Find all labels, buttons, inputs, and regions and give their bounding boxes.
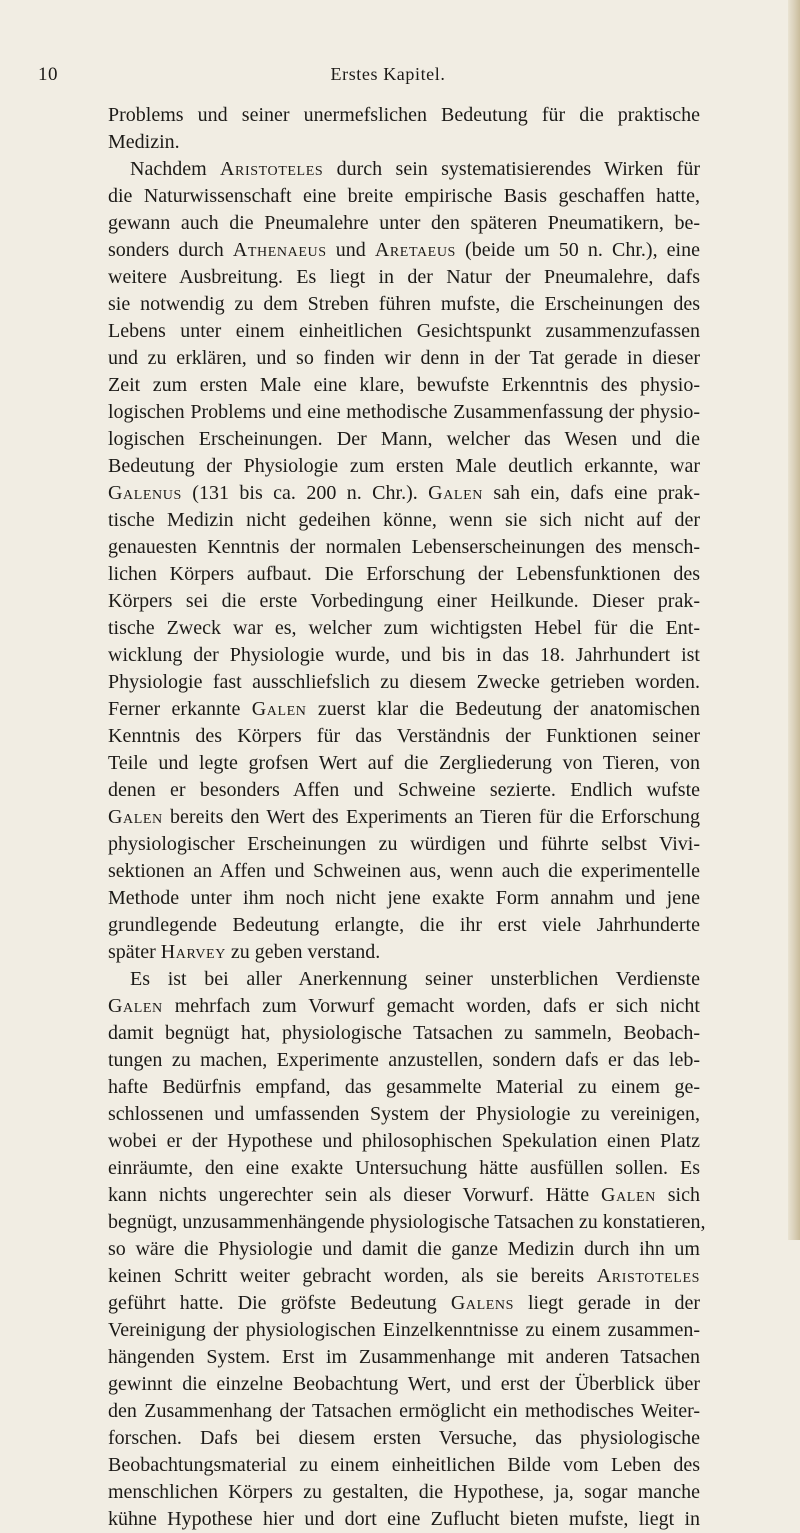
text-line (108, 453, 700, 480)
text-run: und (326, 239, 375, 261)
text-run: gewinnt die einzelne Beobachtung Wert, und erst der Überblick über (108, 1373, 700, 1395)
text-line (108, 1479, 700, 1506)
text-run: gewann auch die Pneumalehre unter den späteren Pneumatikern, be- (108, 212, 700, 234)
text-run: wobei er der Hypothese und philosophischen Spekulation einen Platz (108, 1130, 700, 1152)
text-run: geführt hatte. Die gröfste Bedeutung (108, 1292, 451, 1314)
text-run: wicklung der Physiologie wurde, und bis in das 18. Jahrhundert ist (108, 644, 700, 666)
text-line (108, 1344, 700, 1371)
text-line (108, 102, 700, 129)
text-line (108, 1290, 700, 1317)
text-run: tische Medizin nicht gedeihen könne, wenn sie sich nicht auf der (108, 509, 700, 531)
text-line (108, 723, 700, 750)
text-line (108, 318, 700, 345)
text-line (108, 345, 700, 372)
text-run: Zeit zum ersten Male eine klare, bewufste Erkenntnis des physio- (108, 374, 700, 396)
text-line (108, 804, 700, 831)
text-line (108, 642, 700, 669)
text-line (108, 993, 700, 1020)
text-line (108, 777, 700, 804)
text-line (108, 1371, 700, 1398)
text-line (108, 561, 700, 588)
text-run: Vereinigung der physiologischen Einzelkenntnisse zu einem zusammen- (108, 1319, 700, 1341)
text-run: zuerst klar die Bedeutung der anatomischen (306, 698, 700, 720)
text-run: menschlichen Körpers zu gestalten, die Hypothese, ja, sogar manche (108, 1481, 700, 1503)
text-run: durch sein systematisierendes Wirken für (323, 158, 700, 180)
text-run: Ferner erkannte (108, 698, 252, 720)
person-name: Galen (108, 995, 163, 1017)
running-title: Erstes Kapitel. (330, 64, 446, 84)
text-line (108, 831, 700, 858)
text-line (108, 156, 700, 183)
text-run: lichen Körpers aufbaut. Die Erforschung der Lebensfunktionen des (108, 563, 700, 585)
text-run: genauesten Kenntnis der normalen Lebenserscheinungen des mensch- (108, 536, 700, 558)
text-run: Nachdem (130, 158, 221, 180)
text-line (108, 966, 700, 993)
person-name: Harvey (160, 941, 226, 963)
text-run: kann nichts ungerechter sein als dieser Vorwurf. Hätte (108, 1184, 602, 1206)
text-line (108, 1209, 706, 1236)
text-run: grundlegende Bedeutung erlangte, die ihr erst viele Jahrhunderte (108, 914, 700, 936)
person-name: Athenaeus (232, 239, 327, 261)
text-line (108, 912, 700, 939)
text-run: Medizin. (108, 131, 180, 153)
text-run: hängenden System. Erst im Zusammenhange mit anderen Tatsachen (108, 1346, 700, 1368)
text-line (108, 264, 700, 291)
text-line (108, 1263, 700, 1290)
text-line (108, 1074, 700, 1101)
text-line (108, 291, 700, 318)
text-line (108, 1506, 700, 1533)
text-run: Lebens unter einem einheitlichen Gesichtspunkt zusammenzufassen (108, 320, 700, 342)
text-run: logischen Erscheinungen. Der Mann, welcher das Wesen und die (108, 428, 700, 450)
text-run: (131 bis ca. 200 n. Chr.). (181, 482, 429, 504)
text-run: sich (655, 1184, 700, 1206)
text-line (108, 1398, 700, 1425)
text-line (108, 1155, 700, 1182)
text-line (108, 210, 700, 237)
text-line (108, 588, 700, 615)
text-line (108, 1128, 700, 1155)
text-run: Physiologie fast ausschliefslich zu diesem Zwecke getrieben worden. (108, 671, 700, 693)
text-line (108, 939, 700, 966)
text-line (108, 1182, 700, 1209)
text-run: Es ist bei aller Anerkennung seiner unsterblichen Verdienste (130, 968, 700, 990)
person-name: Aristoteles (596, 1265, 700, 1287)
text-line (108, 237, 700, 264)
text-run: hafte Bedürfnis empfand, das gesammelte Material zu einem ge- (108, 1076, 700, 1098)
text-line (108, 1020, 700, 1047)
text-run: bereits den Wert des Experiments an Tieren für die Erforschung (162, 806, 700, 828)
text-line (108, 696, 700, 723)
text-run: keinen Schritt weiter gebracht worden, als sie bereits (108, 1265, 597, 1287)
text-run: die Naturwissenschaft eine breite empirische Basis geschaffen hatte, (108, 185, 700, 207)
text-line (108, 534, 700, 561)
person-name: Galen (251, 698, 307, 720)
text-run: begnügt, unzusammenhängende physiologische Tatsachen zu konstatieren, (108, 1211, 706, 1233)
text-run: kühne Hypothese hier und dort eine Zuflucht bieten mufste, liegt in (108, 1508, 700, 1530)
text-run: Bedeutung der Physiologie zum ersten Male deutlich erkannte, war (108, 455, 700, 477)
text-line (108, 615, 700, 642)
text-line (108, 183, 700, 210)
text-run: sie notwendig zu dem Streben führen mufste, die Erscheinungen des (108, 293, 700, 315)
text-line (108, 1425, 700, 1452)
text-run: Beobachtungsmaterial zu einem einheitlichen Bilde vom Leben des (108, 1454, 700, 1476)
person-name: Galens (450, 1292, 514, 1314)
person-name: Galen (108, 806, 163, 828)
person-name: Galenus (108, 482, 182, 504)
text-run: Problems und seiner unermefslichen Bedeutung für die praktische (108, 104, 700, 126)
text-line (108, 750, 700, 777)
text-line (108, 1317, 700, 1344)
text-run: Teile und legte grofsen Wert auf die Zergliederung von Tieren, von (108, 752, 700, 774)
text-run: den Zusammenhang der Tatsachen ermöglicht ein methodisches Weiter- (108, 1400, 700, 1422)
text-run: schlossenen und umfassenden System der Physiologie zu vereinigen, (108, 1103, 700, 1125)
text-run: damit begnügt hat, physiologische Tatsachen zu sammeln, Beobach- (108, 1022, 700, 1044)
text-run: Kenntnis des Körpers für das Verständnis der Funktionen seiner (108, 725, 700, 747)
body-text (108, 102, 706, 1533)
person-name: Aristoteles (220, 158, 324, 180)
text-run: sah ein, dafs eine prak- (482, 482, 701, 504)
text-run: und zu erklären, und so finden wir denn in der Tat gerade in dieser (108, 347, 700, 369)
text-run: sektionen an Affen und Schweinen aus, wenn auch die experimentelle (108, 860, 700, 882)
text-run: liegt gerade in der (513, 1292, 700, 1314)
text-run: Körpers sei die erste Vorbedingung einer Heilkunde. Dieser prak- (108, 590, 700, 612)
text-line (108, 399, 700, 426)
text-run: (beide um 50 n. Chr.), eine (455, 239, 700, 261)
page-number: 10 (38, 64, 58, 85)
text-run: einräumte, den eine exakte Untersuchung hätte ausfüllen sollen. Es (108, 1157, 700, 1179)
person-name: Galen (601, 1184, 656, 1206)
text-line (108, 858, 700, 885)
text-line (108, 1236, 700, 1263)
text-line (108, 426, 700, 453)
text-line (108, 1047, 700, 1074)
person-name: Aretaeus (374, 239, 456, 261)
text-line (108, 507, 700, 534)
text-run: später (108, 941, 161, 963)
text-run: tische Zweck war es, welcher zum wichtigsten Hebel für die Ent- (108, 617, 700, 639)
page-edge-shadow (788, 0, 800, 1240)
person-name: Galen (428, 482, 483, 504)
text-line (108, 1452, 700, 1479)
text-line (108, 1101, 700, 1128)
text-run: mehrfach zum Vorwurf gemacht worden, dafs er sich nicht (162, 995, 700, 1017)
text-run: zu geben verstand. (225, 941, 381, 963)
text-run: physiologischer Erscheinungen zu würdigen und führte selbst Vivi- (108, 833, 700, 855)
text-line (108, 129, 700, 156)
text-line (108, 480, 700, 507)
text-line (108, 372, 700, 399)
text-run: logischen Problems und eine methodische Zusammenfassung der physio- (108, 401, 700, 423)
text-run: forschen. Dafs bei diesem ersten Versuche, das physiologische (108, 1427, 700, 1449)
text-run: Methode unter ihm noch nicht jene exakte Form annahm und jene (108, 887, 700, 909)
text-line (108, 885, 700, 912)
text-run: weitere Ausbreitung. Es liegt in der Natur der Pneumalehre, dafs (108, 266, 700, 288)
text-line (108, 669, 700, 696)
text-run: so wäre die Physiologie und damit die ganze Medizin durch ihn um (108, 1238, 700, 1260)
text-run: sonders durch (108, 239, 233, 261)
text-run: denen er besonders Affen und Schweine sezierte. Endlich wufste (108, 779, 700, 801)
text-run: tungen zu machen, Experimente anzustellen, sondern dafs er das leb- (108, 1049, 700, 1071)
page-header (38, 64, 738, 88)
